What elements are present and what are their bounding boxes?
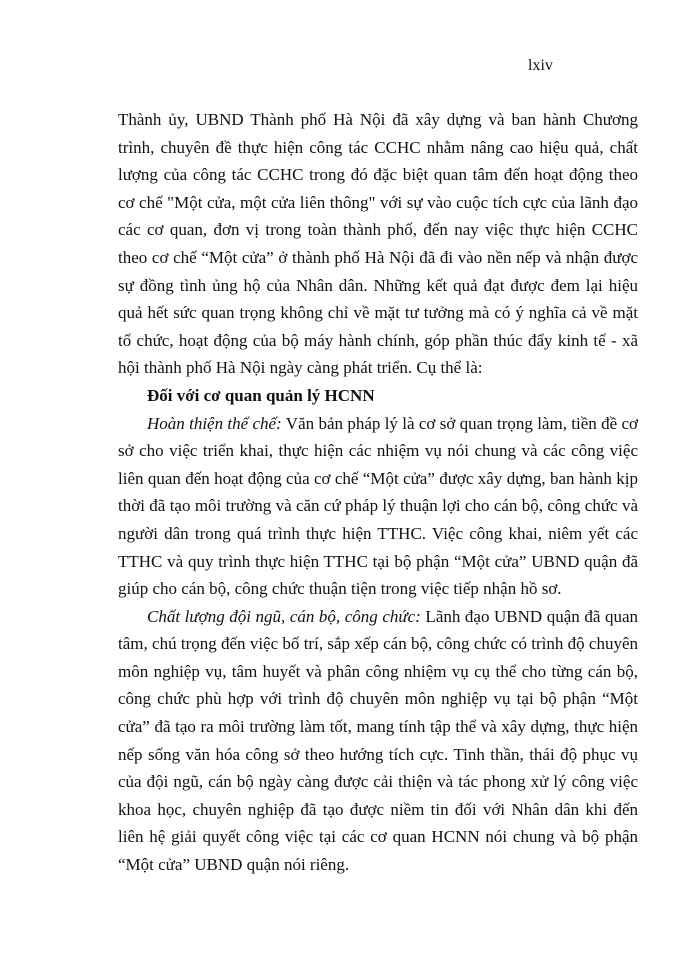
paragraph-staff-quality-text: Lãnh đạo UBND quận đã quan tâm, chú trọng đến việc bố trí, sắp xếp cán bộ, công chức có trình độ chuyên môn nghiệp vụ, tâm huyết và phân công nhiệm vụ cụ thể cho từng cán bộ, công chức phù hợp với trình độ chuyên môn nghiệp vụ tại bộ phận “Một cửa” đã tạo ra môi trường làm tốt, mang tính tập thể và xây dựng, thực hiện nếp sống văn hóa công sở theo hướng tích cực. Tinh thần, thái độ phục vụ của đội ngũ, cán bộ ngày càng được cải thiện và tác phong xử lý công việc khoa học, chuyên nghiệp đã tạo được niềm tin đối với Nhân dân khi đến liên hệ giải quyết công việc tại các cơ quan HCNN nói chung và bộ phận “Một cửa” UBND quận nói riêng. — [118, 606, 639, 875]
paragraph-institutions-lead: Hoàn thiện thể chế: — [147, 413, 282, 433]
paragraph-intro: Thành ủy, UBND Thành phố Hà Nội đã xây dựng và ban hành Chương trình, chuyên đề thực hiện công tác CCHC nhằm nâng cao hiệu quả, chất lượng của công tác CCHC trong đó đặc biệt quan tâm đến hoạt động theo cơ chế "Một cửa, một cửa liên thông" với sự vào cuộc tích cực của lãnh đạo các cơ quan, đơn vị trong toàn thành phố, đến nay việc thực hiện CCHC theo cơ chế “Một cửa” ở thành phố Hà Nội đã đi vào nền nếp và nhận được sự đồng tình ủng hộ của Nhân dân. Những kết quả đạt được đem lại hiệu quả hết sức quan trọng không chỉ về mặt tư tưởng mà có ý nghĩa cả về mặt tổ chức, hoạt động của bộ máy hành chính, góp phần thúc đẩy kinh tế - xã hội thành phố Hà Nội ngày càng phát triển. Cụ thể là: — [118, 110, 638, 378]
document-body — [118, 106, 638, 879]
paragraph-staff-quality-lead: Chất lượng đội ngũ, cán bộ, công chức: — [147, 606, 421, 626]
paragraph-institutions — [118, 410, 638, 603]
paragraph-institutions-text: Văn bản pháp lý là cơ sở quan trọng làm, tiền đề cơ sở cho việc triển khai, thực hiện các nhiệm vụ nói chung và các công việc liên quan đến hoạt động của cơ chế “Một cửa” được xây dựng, ban hành kịp thời đã tạo môi trường và căn cứ pháp lý thuận lợi cho cán bộ, công chức và người dân trong quá trình thực hiện TTHC. Việc công khai, niêm yết các TTHC và quy trình thực hiện TTHC tại bộ phận “Một cửa” UBND quận đã giúp cho cán bộ, công chức thuận tiện trong việc tiếp nhận hồ sơ. — [118, 413, 639, 599]
paragraph-staff-quality — [118, 603, 638, 879]
section-heading: Đối với cơ quan quản lý HCNN — [147, 385, 375, 405]
page-number: lxiv — [528, 57, 553, 74]
